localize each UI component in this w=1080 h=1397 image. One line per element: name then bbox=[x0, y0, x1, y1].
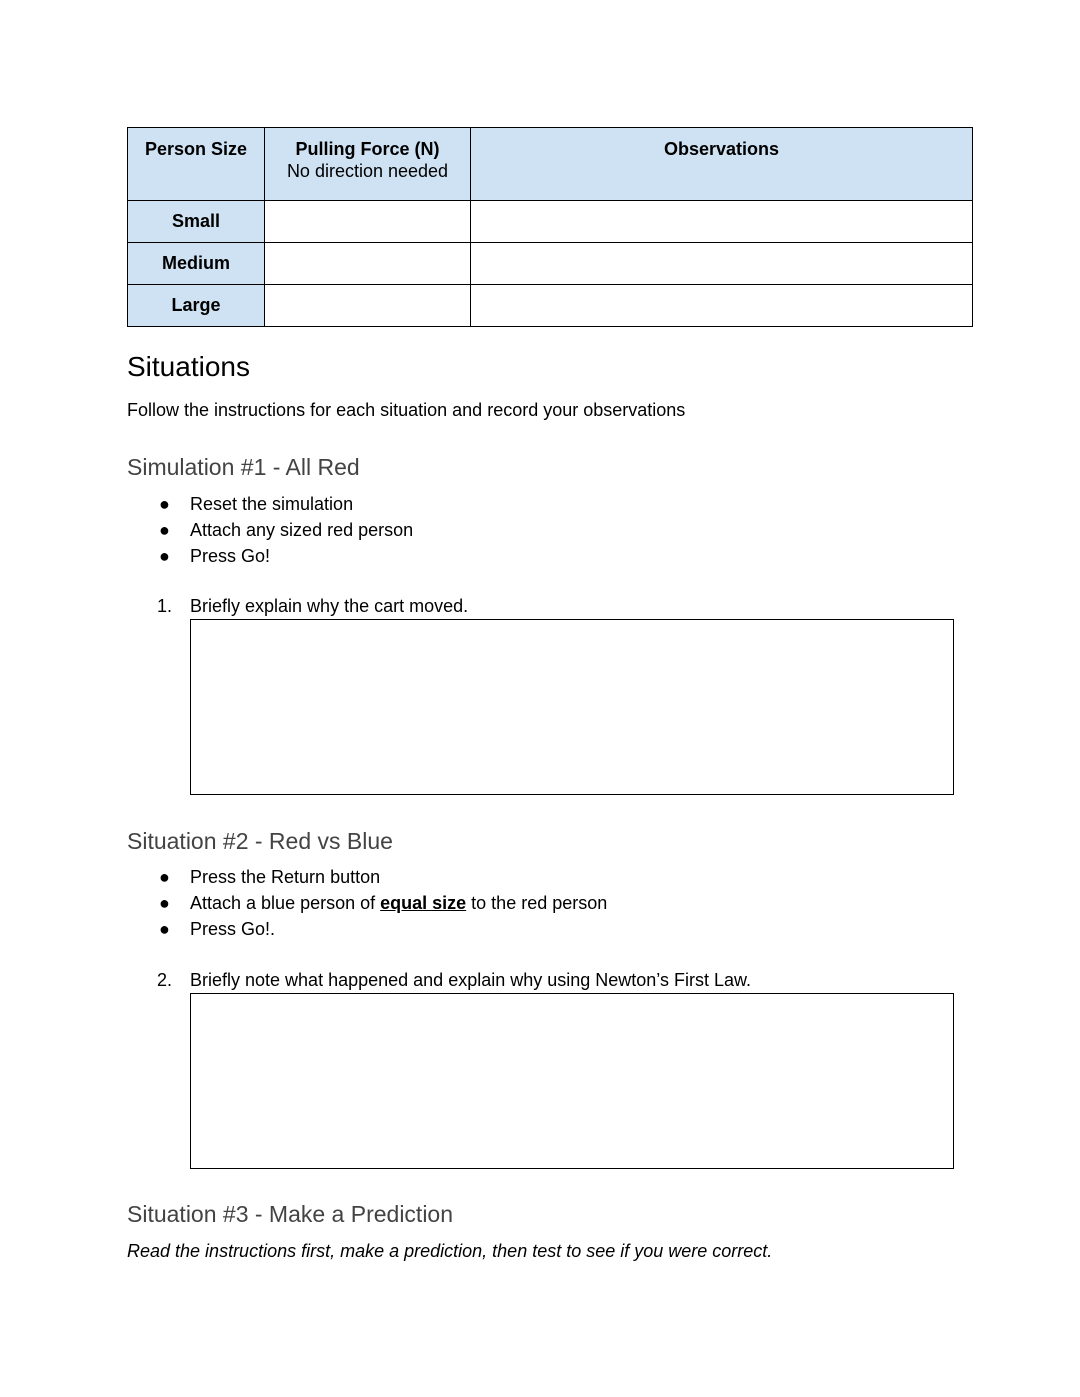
observation-cell-small[interactable] bbox=[471, 201, 973, 243]
question-1 bbox=[157, 595, 468, 617]
simulation-1-steps bbox=[127, 491, 987, 569]
step-text: Press Go!. bbox=[190, 919, 276, 939]
list-item bbox=[127, 864, 987, 890]
list-item bbox=[127, 890, 987, 916]
header-pulling-force-title: Pulling Force (N) bbox=[295, 139, 440, 159]
observation-table bbox=[127, 127, 973, 327]
table-row bbox=[128, 201, 973, 243]
row-label-medium: Medium bbox=[128, 243, 265, 285]
situations-heading: Situations bbox=[127, 351, 250, 382]
bullet-icon: ● bbox=[159, 893, 170, 913]
observation-cell-medium[interactable] bbox=[471, 243, 973, 285]
header-pulling-force bbox=[265, 128, 471, 201]
answer-box-2[interactable] bbox=[190, 993, 954, 1169]
step-text: Press the Return button bbox=[190, 867, 381, 887]
table-row bbox=[128, 285, 973, 327]
bullet-icon: ● bbox=[159, 494, 170, 514]
question-1-text: Briefly explain why the cart moved. bbox=[190, 596, 469, 616]
question-1-number: 1. bbox=[157, 596, 173, 616]
bullet-icon: ● bbox=[159, 520, 170, 540]
force-cell-large[interactable] bbox=[265, 285, 471, 327]
bullet-icon: ● bbox=[159, 546, 170, 566]
list-item bbox=[127, 916, 987, 942]
table-row bbox=[128, 243, 973, 285]
step-text: Attach any sized red person bbox=[190, 520, 414, 540]
situations-intro: Follow the instructions for each situation and record your observations bbox=[127, 400, 686, 420]
list-item bbox=[127, 517, 987, 543]
step-text: to the red person bbox=[466, 893, 608, 913]
answer-box-1[interactable] bbox=[190, 619, 954, 795]
force-cell-medium[interactable] bbox=[265, 243, 471, 285]
situation-2-steps bbox=[127, 864, 987, 942]
equal-size-emphasis: equal size bbox=[380, 893, 467, 913]
row-label-large: Large bbox=[128, 285, 265, 327]
step-text: Attach a blue person of bbox=[190, 893, 381, 913]
simulation-1-heading: Simulation #1 - All Red bbox=[127, 454, 360, 480]
question-2 bbox=[157, 969, 751, 991]
list-item bbox=[127, 543, 987, 569]
situation-2-heading: Situation #2 - Red vs Blue bbox=[127, 828, 393, 854]
header-person-size: Person Size bbox=[128, 128, 265, 201]
list-item bbox=[127, 491, 987, 517]
bullet-icon: ● bbox=[159, 867, 170, 887]
situation-3-instructions: Read the instructions first, make a prediction, then test to see if you were correct. bbox=[127, 1241, 773, 1261]
header-observations: Observations bbox=[471, 128, 973, 201]
bullet-icon: ● bbox=[159, 919, 170, 939]
question-2-number: 2. bbox=[157, 970, 173, 990]
table-header-row bbox=[128, 128, 973, 201]
observation-cell-large[interactable] bbox=[471, 285, 973, 327]
step-text: Reset the simulation bbox=[190, 494, 354, 514]
row-label-small: Small bbox=[128, 201, 265, 243]
situation-3-heading: Situation #3 - Make a Prediction bbox=[127, 1201, 454, 1227]
header-pulling-force-sub: No direction needed bbox=[286, 161, 449, 181]
question-2-text: Briefly note what happened and explain why using Newton’s First Law. bbox=[190, 970, 751, 990]
force-cell-small[interactable] bbox=[265, 201, 471, 243]
step-text: Press Go! bbox=[190, 546, 271, 566]
